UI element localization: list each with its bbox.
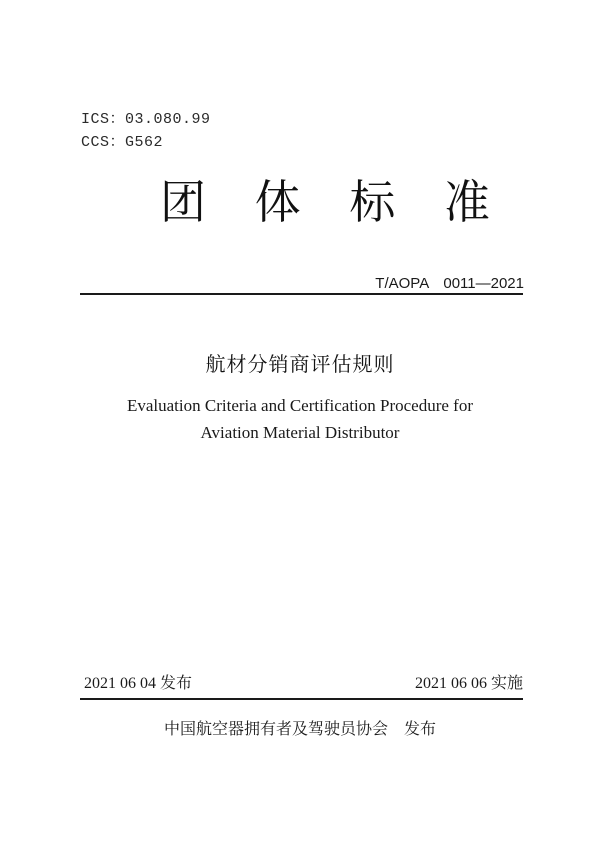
chinese-title: 航材分销商评估规则 xyxy=(205,352,395,376)
ccs-code: CCS：G562 xyxy=(81,134,164,151)
top-divider xyxy=(80,293,523,295)
release-date: 2021 06 04 发布 xyxy=(84,675,193,692)
heading-char-2: 体 xyxy=(254,175,301,229)
standard-number: T/AOPA 0011—2021 xyxy=(375,275,524,292)
bottom-divider xyxy=(80,698,523,700)
english-title-line-2: Aviation Material Distributor xyxy=(200,423,400,442)
english-title xyxy=(0,392,600,446)
publisher-line: 中国航空器拥有者及驾驶员协会 发布 xyxy=(163,719,436,738)
heading-char-1: 团 xyxy=(160,175,206,229)
implementation-date: 2021 06 06 实施 xyxy=(414,675,523,692)
ics-code: ICS：03.080.99 xyxy=(81,111,211,128)
standard-type-heading xyxy=(160,172,490,232)
english-title-line-1: Evaluation Criteria and Certification Procedure for xyxy=(126,396,473,415)
heading-char-3: 标 xyxy=(349,175,396,229)
heading-char-4: 准 xyxy=(443,175,490,229)
classification-codes xyxy=(81,108,211,154)
